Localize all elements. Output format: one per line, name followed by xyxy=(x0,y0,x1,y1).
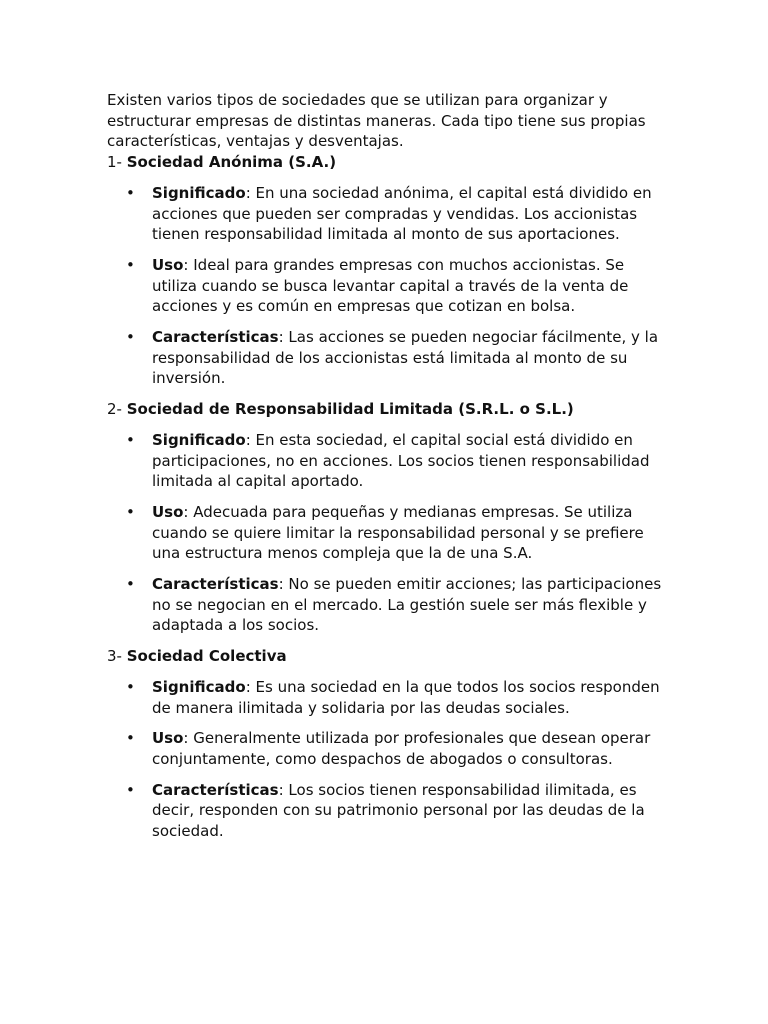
item-text: : Los socios tienen responsabilidad ilimitada, es decir, responden con su patrimonio personal por las deudas de la sociedad. xyxy=(152,780,645,841)
list-item xyxy=(107,780,667,842)
bullet-icon: • xyxy=(126,575,135,594)
bullet-icon: • xyxy=(126,430,135,449)
list-item xyxy=(107,183,667,245)
item-term: Significado xyxy=(152,430,246,449)
bullet-icon: • xyxy=(126,255,135,274)
bullet-icon: • xyxy=(126,729,135,748)
section-number-2: 2- xyxy=(107,400,127,419)
item-term: Significado xyxy=(152,183,246,202)
list-item xyxy=(107,677,667,718)
item-term: Características xyxy=(152,328,279,347)
section-list-1 xyxy=(107,183,667,389)
list-item xyxy=(107,574,667,636)
bullet-icon: • xyxy=(126,780,135,799)
list-item xyxy=(107,728,667,769)
item-term: Uso xyxy=(152,502,184,521)
section-number-1: 1- xyxy=(107,153,127,172)
item-text: : Ideal para grandes empresas con muchos accionistas. Se utiliza cuando se busca levantar capital a través de la venta de acciones y es común en empresas que cotizan en bolsa. xyxy=(152,255,629,316)
section-list-2 xyxy=(107,430,667,636)
item-term: Características xyxy=(152,780,279,799)
item-text: : Generalmente utilizada por profesionales que desean operar conjuntamente, como despachos de abogados o consultoras. xyxy=(152,729,651,768)
section-heading-1 xyxy=(107,152,667,173)
bullet-icon: • xyxy=(126,502,135,521)
item-term: Significado xyxy=(152,677,246,696)
item-text: : Adecuada para pequeñas y medianas empresas. Se utiliza cuando se quiere limitar la responsabilidad personal y se prefiere una estructura menos compleja que la de una S.A. xyxy=(152,502,644,563)
section-number-3: 3- xyxy=(107,647,127,666)
item-text: : En esta sociedad, el capital social está dividido en participaciones, no en acciones. Los socios tienen responsabilidad limitada al capital aportado. xyxy=(152,430,650,491)
list-item xyxy=(107,430,667,492)
item-term: Uso xyxy=(152,729,184,748)
item-text: : No se pueden emitir acciones; las participaciones no se negocian en el mercado. La gestión suele ser más flexible y adaptada a los socios. xyxy=(152,575,662,635)
item-text: : En una sociedad anónima, el capital está dividido en acciones que pueden ser compradas y vendidas. Los accionistas tienen responsabilidad limitada al monto de sus aportaciones. xyxy=(152,183,652,244)
document-page xyxy=(107,90,667,852)
section-list-3 xyxy=(107,677,667,842)
item-term: Características xyxy=(152,575,279,594)
section-title-1: Sociedad Anónima (S.A.) xyxy=(126,153,337,172)
bullet-icon: • xyxy=(126,183,135,202)
section-heading-2 xyxy=(107,399,667,420)
section-title-3: Sociedad Colectiva xyxy=(126,647,287,666)
list-item xyxy=(107,327,667,389)
section-heading-3 xyxy=(107,646,667,667)
intro-paragraph: Existen varios tipos de sociedades que se utilizan para organizar y estructurar empresas de distintas maneras. Cada tipo tiene sus propias características, ventajas y desventajas. xyxy=(107,91,646,151)
list-item xyxy=(107,502,667,564)
bullet-icon: • xyxy=(126,677,135,696)
section-title-2: Sociedad de Responsabilidad Limitada (S.R.L. o S.L.) xyxy=(126,400,574,419)
item-term: Uso xyxy=(152,255,184,274)
bullet-icon: • xyxy=(126,328,135,347)
list-item xyxy=(107,255,667,317)
item-text: : Es una sociedad en la que todos los socios responden de manera ilimitada y solidaria por las deudas sociales. xyxy=(152,677,660,717)
item-text: : Las acciones se pueden negociar fácilmente, y la responsabilidad de los accionistas está limitada al monto de su inversión. xyxy=(152,328,659,388)
